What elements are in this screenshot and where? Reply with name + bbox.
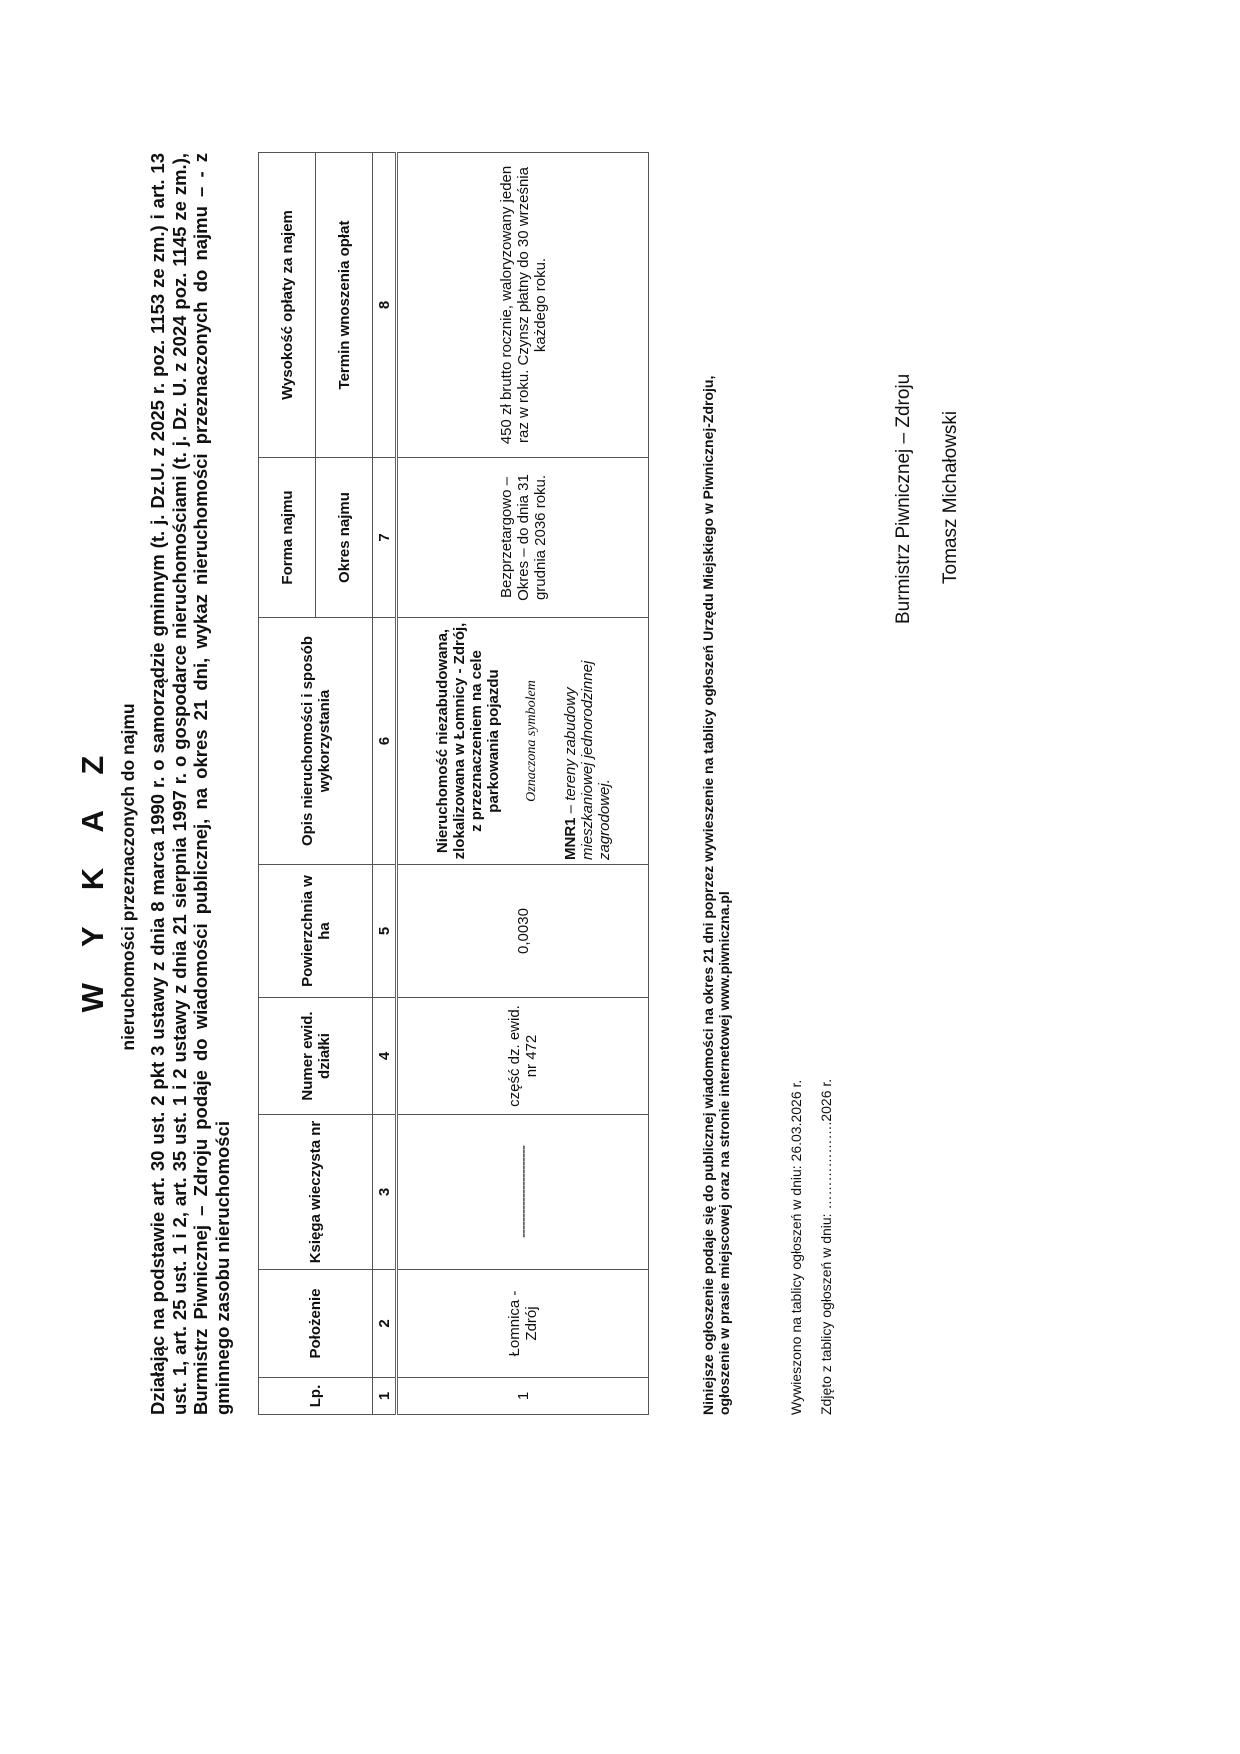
column-number: 1 bbox=[373, 1378, 397, 1415]
cell-ksiega: ----------------------- bbox=[397, 1115, 649, 1270]
opis-symbol-label: Oznaczona symbolem bbox=[523, 680, 539, 802]
table-row bbox=[397, 153, 649, 1415]
opis-symbol-desc: – tereny zabudowy mieszkaniowej jednorodzinnej zagrodowej. bbox=[561, 660, 613, 860]
footer-note-line-2: ogłoszenie w prasie miejscowej oraz na stronie internetowej www.piwniczna.pl bbox=[716, 891, 732, 1415]
cell-opis bbox=[397, 618, 649, 865]
removed-date: Zdjęto z tablicy ogłoszeń w dniu: ……………….2026 r. bbox=[818, 1078, 834, 1415]
column-number: 4 bbox=[373, 998, 397, 1115]
header-numer: Numer ewid. działki bbox=[259, 998, 373, 1115]
header-powierzchnia: Powierzchnia w ha bbox=[259, 865, 373, 998]
signer-name: Tomasz Michałowski bbox=[940, 410, 961, 584]
signer-title: Burmistrz Piwnicznej – Zdroju bbox=[893, 373, 914, 624]
document-title: W Y K A Z bbox=[75, 741, 110, 1013]
header-ksiega: Księga wieczysta nr bbox=[259, 1115, 373, 1270]
header-termin: Termin wnoszenia opłat bbox=[316, 153, 373, 458]
cell-forma-okres: Bezprzetargowo – Okres – do dnia 31 grudnia 2036 roku. bbox=[397, 458, 649, 618]
header-lp: Lp. bbox=[259, 1378, 373, 1415]
column-number: 2 bbox=[373, 1270, 397, 1378]
intro-text: Działając na podstawie art. 30 ust. 2 pkt 3 ustawy z dnia 8 marca 1990 r. o samorządzie gminnym (t. j. Dz.U. z 2025 r. poz. 1153 ze zm.) i art. 13 ust. 1, art. 25 ust. 1 i 2, art. 35 ust. 1 i 2 ustawy z dnia 21 sierpnia 1997 r. o gospodarce nieruchomościami (t. j. Dz. U. z 2024 poz. 1145 ze zm.), Burmistrz Piwnicznej – Zdroju podaje do wiadomości publicznej, na okres 21 dni, wykaz nieruchomości przeznaczonych do najmu – - z gminnego zasobu nieruchomości bbox=[147, 153, 233, 1415]
column-number: 5 bbox=[373, 865, 397, 998]
column-number: 3 bbox=[373, 1115, 397, 1270]
cell-polozenie: Łomnica - Zdrój bbox=[397, 1270, 649, 1378]
intro-paragraph bbox=[147, 153, 233, 1415]
footer-note-line-1: Niniejsze ogłoszenie podaje się do publicznej wiadomości na okres 21 dni poprzez wywieszenie na tablicy ogłoszeń Urzędu Miejskiego w Piwnicznej-Zdroju, bbox=[700, 375, 716, 1415]
footer-note bbox=[700, 115, 732, 1415]
column-number: 8 bbox=[373, 153, 397, 458]
header-wysokosc: Wysokość opłaty za najem bbox=[259, 153, 316, 458]
header-forma: Forma najmu bbox=[259, 458, 316, 618]
cell-numer: część dz. ewid. nr 472 bbox=[397, 998, 649, 1115]
cell-powierzchnia: 0,0030 bbox=[397, 865, 649, 998]
opis-main-2: z przeznaczeniem na cele parkowania pojazdu bbox=[467, 650, 502, 832]
column-number: 7 bbox=[373, 458, 397, 618]
column-number: 6 bbox=[373, 618, 397, 865]
table-header-row bbox=[259, 153, 316, 1415]
header-okres: Okres najmu bbox=[316, 458, 373, 618]
cell-oplata: 450 zł brutto rocznie, waloryzowany jeden raz w roku. Czynsz płatny do 30 września każdego roku. bbox=[397, 153, 649, 458]
posted-date: Wywieszono na tablicy ogłoszeń w dniu: 26.03.2026 r. bbox=[788, 1079, 804, 1415]
header-opis: Opis nieruchomości i sposób wykorzystania bbox=[259, 618, 373, 865]
column-number-row bbox=[373, 153, 397, 1415]
property-table bbox=[258, 152, 649, 1415]
opis-main-1: Nieruchomość niezabudowana, zlokalizowana w Łomnicy - Zdrój, bbox=[433, 622, 468, 860]
opis-symbol-line bbox=[562, 622, 613, 860]
opis-symbol: MNR1 bbox=[561, 817, 579, 860]
document-subtitle: nieruchomości przeznaczonych do najmu bbox=[118, 703, 138, 1051]
cell-lp: 1 bbox=[397, 1378, 649, 1415]
header-polozenie: Położenie bbox=[259, 1270, 373, 1378]
